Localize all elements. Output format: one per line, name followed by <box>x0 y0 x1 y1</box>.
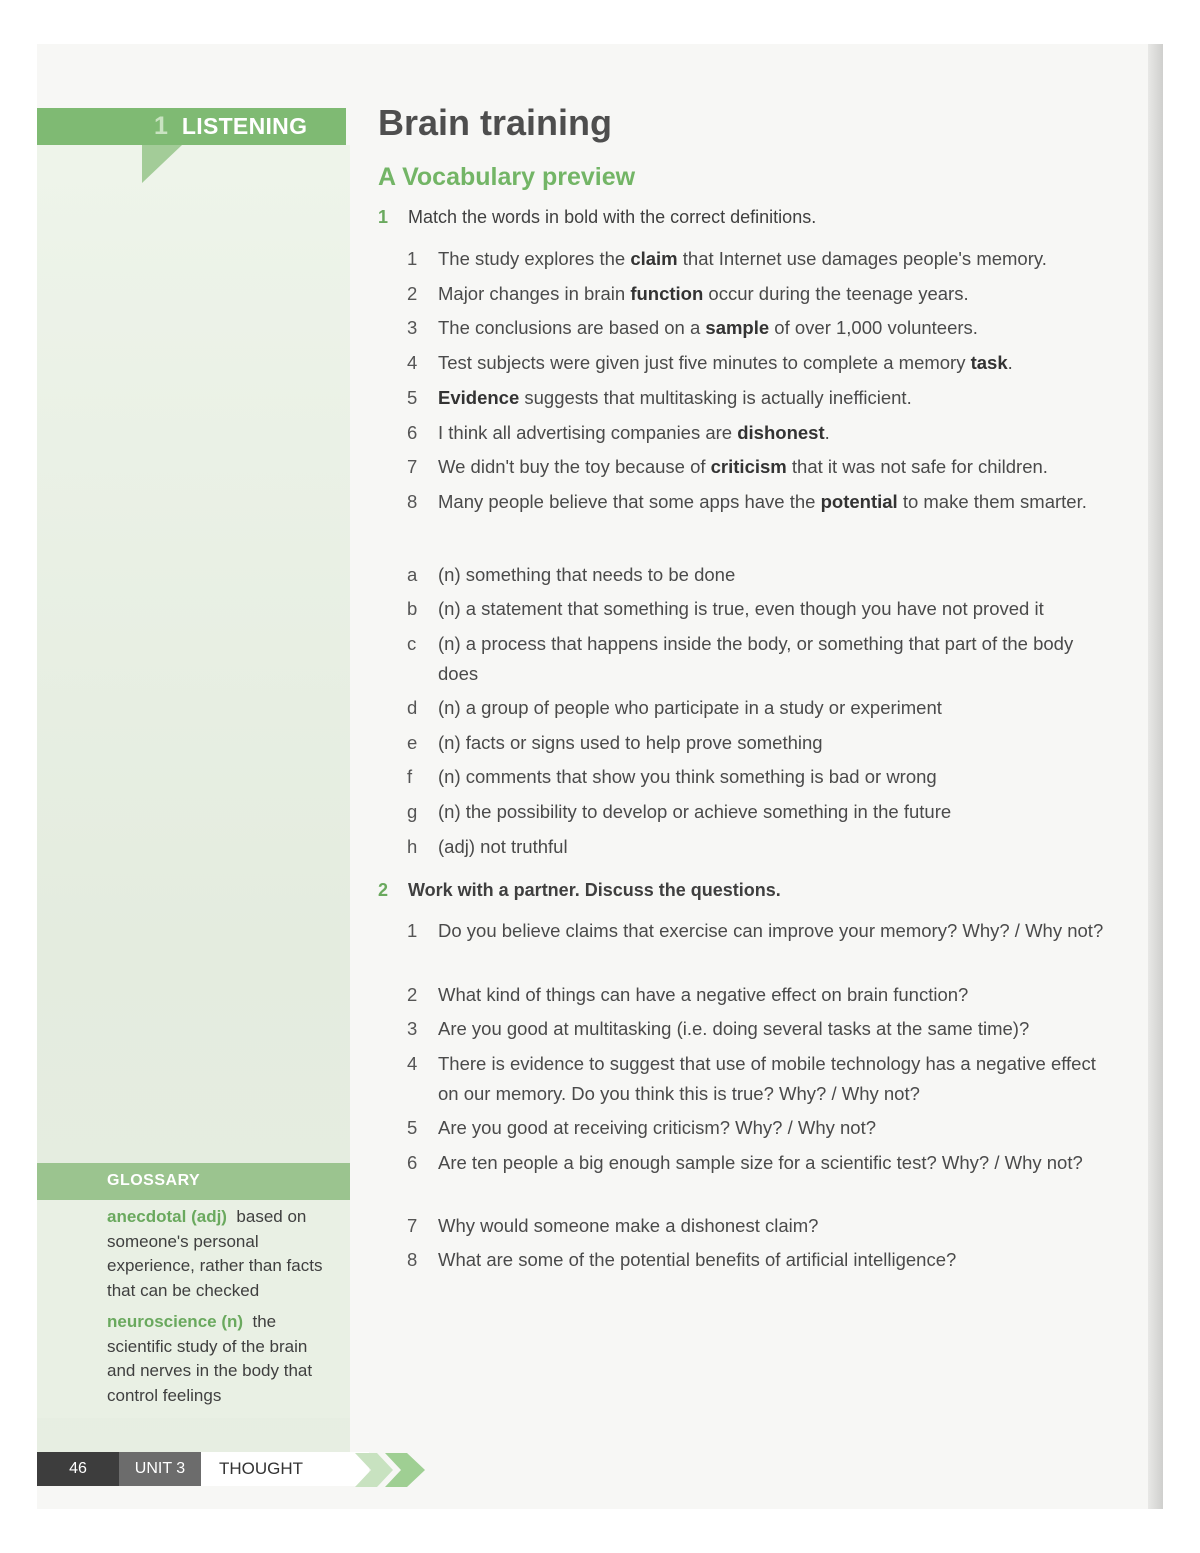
definition-item <box>407 762 1112 792</box>
item-letter: e <box>407 732 418 753</box>
page-number: 46 <box>37 1452 119 1486</box>
definition-text: (n) something that needs to be done <box>438 564 736 585</box>
item-number: 4 <box>407 352 418 373</box>
sentence-item <box>407 487 1112 517</box>
skill-label: LISTENING <box>181 113 308 139</box>
item-number: 1 <box>407 248 418 269</box>
definition-item <box>407 560 1112 590</box>
definition-text: (n) comments that show you think something is bad or wrong <box>438 766 937 787</box>
question-item <box>407 1014 1112 1044</box>
question-item <box>407 1049 1112 1109</box>
item-letter: d <box>407 697 418 718</box>
page-spine-shadow <box>1148 44 1163 1509</box>
item-number: 3 <box>407 1018 418 1039</box>
question-item <box>407 1113 1112 1143</box>
item-letter: f <box>407 766 413 787</box>
footer-topic: THOUGHT <box>201 1452 369 1486</box>
footer-unit: UNIT 3 <box>119 1452 201 1486</box>
bold-word: sample <box>705 317 770 338</box>
sentence-text: The conclusions are based on a sample of over 1,000 volunteers. <box>438 317 978 338</box>
sentence-text: The study explores the claim that Internet use damages people's memory. <box>438 248 1047 269</box>
instruction-text: Work with a partner. Discuss the questions. <box>408 880 781 900</box>
item-number: 7 <box>407 456 418 477</box>
sentence-text: I think all advertising companies are dishonest. <box>438 422 830 443</box>
item-number: 2 <box>407 984 418 1005</box>
question-text: Are you good at receiving criticism? Why? / Why not? <box>438 1117 877 1138</box>
sentence-text: We didn't buy the toy because of criticism that it was not safe for children. <box>438 456 1048 477</box>
item-letter: h <box>407 836 418 857</box>
item-number: 3 <box>407 317 418 338</box>
sentence-text: Many people believe that some apps have the potential to make them smarter. <box>438 491 1087 512</box>
item-number: 8 <box>407 1249 418 1270</box>
item-number: 8 <box>407 491 418 512</box>
question-text: Why would someone make a dishonest claim? <box>438 1215 819 1236</box>
sentence-text: Test subjects were given just five minutes to complete a memory task. <box>438 352 1013 373</box>
sentence-item <box>407 383 1112 413</box>
question-item <box>407 980 1112 1010</box>
sentence-item <box>407 279 1112 309</box>
page-title: Brain training <box>378 102 613 143</box>
glossary-definition: based on someone's personal experience, rather than facts that can be checked <box>107 1207 323 1300</box>
bold-word: dishonest <box>737 422 825 443</box>
glossary-heading: GLOSSARY <box>107 1172 201 1189</box>
question-item <box>407 1148 1112 1178</box>
item-number: 7 <box>407 1215 418 1236</box>
glossary-entry <box>107 1205 332 1303</box>
definition-item <box>407 629 1112 689</box>
definition-item <box>407 832 1112 862</box>
definition-text: (n) a statement that something is true, even though you have not proved it <box>438 598 1044 619</box>
question-text: Are you good at multitasking (i.e. doing several tasks at the same time)? <box>438 1018 1030 1039</box>
glossary-entry <box>107 1310 332 1408</box>
section-heading: A Vocabulary preview <box>378 163 636 191</box>
question-text: Do you believe claims that exercise can improve your memory? Why? / Why not? <box>438 920 1104 941</box>
item-number: 1 <box>407 920 418 941</box>
sentence-text: Evidence suggests that multitasking is actually inefficient. <box>438 387 912 408</box>
listening-tab <box>142 108 307 145</box>
item-letter: b <box>407 598 418 619</box>
bold-word: claim <box>630 248 678 269</box>
tab-arrow-icon <box>142 145 182 183</box>
instruction-text: Match the words in bold with the correct definitions. <box>408 207 817 227</box>
bold-word: function <box>630 283 704 304</box>
page-footer <box>37 1452 369 1486</box>
question-item <box>407 1245 1112 1275</box>
item-number: 6 <box>407 422 418 443</box>
sentence-text: Major changes in brain function occur during the teenage years. <box>438 283 969 304</box>
item-number: 5 <box>407 1117 418 1138</box>
chevron-right-icon <box>355 1453 435 1487</box>
definition-text: (n) the possibility to develop or achieve something in the future <box>438 801 952 822</box>
glossary-term: neuroscience (n) <box>107 1312 244 1331</box>
question-item <box>407 1211 1112 1241</box>
glossary-term: anecdotal (adj) <box>107 1207 227 1226</box>
sentence-item <box>407 418 1112 448</box>
exercise-2-instruction <box>378 880 781 901</box>
sentence-item <box>407 313 1112 343</box>
sentence-item <box>407 452 1112 482</box>
definition-text: (n) facts or signs used to help prove something <box>438 732 823 753</box>
glossary-definition: the scientific study of the brain and nerves in the body that control feelings <box>107 1312 313 1405</box>
item-number: 6 <box>407 1152 418 1173</box>
question-text: What are some of the potential benefits of artificial intelligence? <box>438 1249 957 1270</box>
bold-word: Evidence <box>438 387 520 408</box>
bold-word: potential <box>820 491 898 512</box>
bold-word: criticism <box>710 456 787 477</box>
definition-item <box>407 594 1112 624</box>
question-text: There is evidence to suggest that use of mobile technology has a negative effect on our memory. Do you think this is true? Why? / Why not? <box>438 1053 1096 1104</box>
sentence-item <box>407 244 1112 274</box>
definition-item <box>407 728 1112 758</box>
sentence-item <box>407 348 1112 378</box>
unit-number: 1 <box>154 112 168 140</box>
question-item <box>407 916 1112 946</box>
item-number: 5 <box>407 387 418 408</box>
question-text: What kind of things can have a negative effect on brain function? <box>438 984 969 1005</box>
exercise-1-instruction <box>378 207 816 228</box>
definition-text: (n) a process that happens inside the body, or something that part of the body does <box>438 633 1074 684</box>
exercise-number: 2 <box>378 880 389 900</box>
item-letter: g <box>407 801 418 822</box>
glossary-header <box>37 1163 350 1200</box>
item-number: 2 <box>407 283 418 304</box>
definition-text: (adj) not truthful <box>438 836 568 857</box>
question-text: Are ten people a big enough sample size for a scientific test? Why? / Why not? <box>438 1152 1083 1173</box>
item-letter: c <box>407 633 417 654</box>
exercise-number: 1 <box>378 207 389 227</box>
definition-item <box>407 797 1112 827</box>
bold-word: task <box>970 352 1008 373</box>
definition-text: (n) a group of people who participate in a study or experiment <box>438 697 942 718</box>
item-letter: a <box>407 564 418 585</box>
item-number: 4 <box>407 1053 418 1074</box>
definition-item <box>407 693 1112 723</box>
